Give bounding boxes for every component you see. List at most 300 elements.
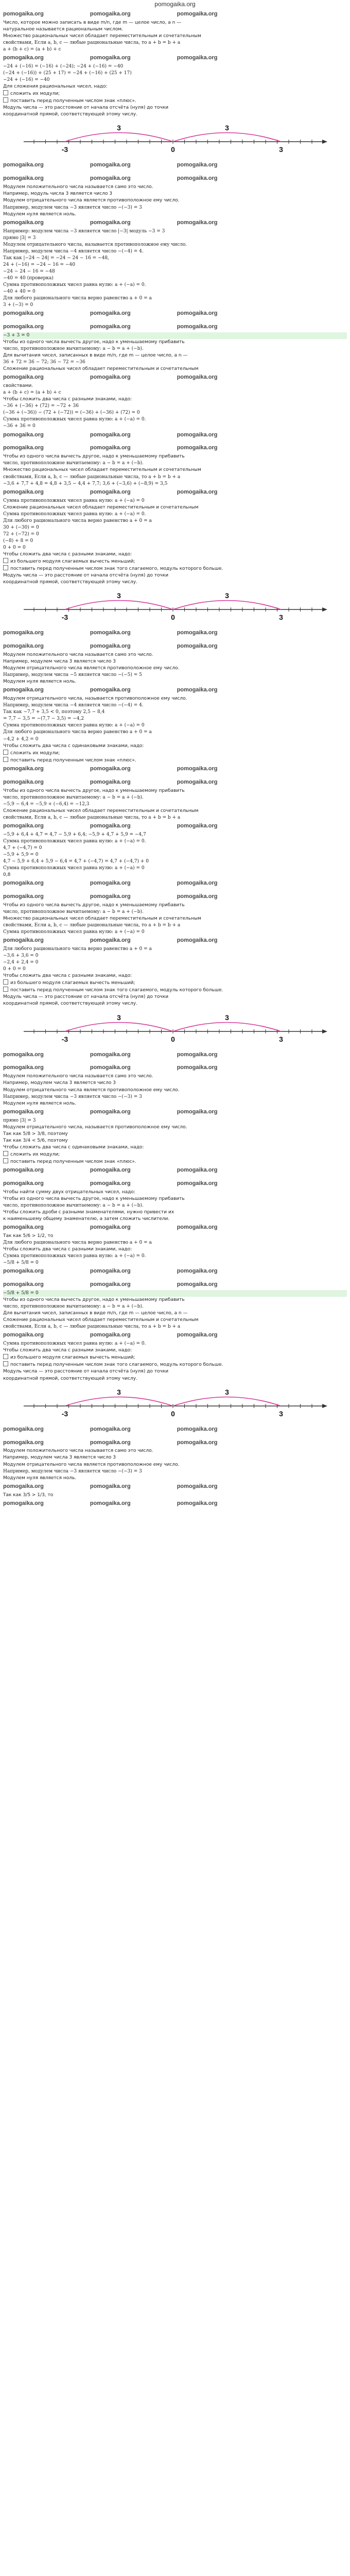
site-watermark: pomogaika.org — [177, 630, 218, 636]
text-line: (−8) + 8 = 0 — [3, 538, 33, 544]
text-line: Например, модулем числа −3 является число −(−3) = 3 — [3, 1468, 142, 1474]
text-line: a + (b + c) = (a + b) + c — [3, 47, 61, 53]
text-line: −40 + 40 = 0 — [3, 289, 36, 294]
text-line: 36 + 72 = 36 − 72; 36 − 72 = −36 — [3, 360, 85, 365]
text-line: Для любого рационального числа верно равенство a + 0 = a — [3, 946, 152, 952]
text-line: −3,6 + 3,6 = 0 — [3, 953, 39, 959]
content-section — [0, 1062, 350, 1177]
tick-label-right: 3 — [279, 1409, 283, 1418]
text-line: Так как 3/4 < 5/6, поэтому — [3, 1138, 68, 1143]
text-line: число, противоположное вычитаемому: a − b = a + (−b). — [3, 1304, 144, 1310]
text-line: 4,7 − 5,9 + 6,4 + 5,9 − 6,4 = 4,7 + (−4,7) = 4,7 + (−4,7) + 0 — [3, 858, 149, 864]
distance-arc — [65, 1397, 173, 1406]
text-line: Множество рациональных чисел обладает переместительным и сочетательным — [3, 916, 201, 922]
text-line: Модулем нуля является ноль. — [3, 679, 77, 685]
checklist-item — [3, 558, 347, 565]
text-line: a + (b + c) = (a + b) + c — [3, 390, 61, 396]
checklist-item — [3, 1158, 347, 1165]
arc-label: 3 — [225, 1013, 229, 1022]
text-line: Модулем нуля является ноль. — [3, 211, 77, 217]
text-line: свойствами. — [3, 383, 33, 389]
checklist-text: поставить перед полученным числом знак того слагаемого, модуль которого больше. — [10, 988, 223, 993]
checkbox-icon — [3, 97, 8, 103]
site-watermark: pomogaika.org — [3, 778, 44, 785]
text-line: Модулем отрицательного числа является противоположное ему число. — [3, 1462, 180, 1467]
text-line: Например, модулем числа −5 является число −(−5) = 5 — [3, 672, 142, 678]
text-line: Так как |−24 − 24| = −24 − 24 − 16 = −48, — [3, 255, 109, 261]
content-section — [0, 1279, 350, 1436]
site-watermark: pomogaika.org — [90, 1483, 131, 1489]
text-line: свойствами, Если a, b, c — любые рациональные числа, то a + b = b + a — [3, 474, 181, 480]
text-line: Число, которое можно записать в виде m/n, где m — целое число, а n — — [3, 20, 182, 25]
text-line: Модулем положительного числа называется само это число. — [3, 184, 153, 190]
tick-label-left: -3 — [61, 1409, 68, 1418]
arc-label: 3 — [117, 124, 121, 132]
site-watermark: pomogaika.org — [3, 937, 44, 944]
site-watermark: pomogaika.org — [3, 1483, 44, 1489]
text-line: Модулем нуля является ноль. — [3, 1475, 77, 1481]
site-watermark: pomogaika.org — [90, 162, 131, 168]
content-section — [0, 173, 350, 321]
text-line: Например, модулем числа −3 является число −(−3) = 3 — [3, 1094, 142, 1099]
arc-label: 3 — [117, 1387, 121, 1396]
site-watermark: pomogaika.org — [90, 1268, 131, 1275]
site-watermark: pomogaika.org — [177, 1108, 218, 1115]
text-line: Сложение рациональных чисел обладает переместительным и сочетательным — [3, 366, 199, 372]
arc-label: 3 — [117, 591, 121, 600]
content-section — [0, 776, 350, 891]
checkbox-icon — [3, 1354, 8, 1359]
watermark-row — [3, 1499, 347, 1509]
text-line: −5,9 + 5,9 = 0 — [3, 852, 39, 857]
checklist-item — [3, 1151, 347, 1158]
text-line: натуральное называется рациональным числом. — [3, 26, 123, 32]
site-watermark: pomogaika.org — [90, 822, 131, 829]
text-line: Чтобы сложить два числа с одинаковыми знаками, надо: — [3, 743, 144, 749]
watermark-row — [3, 1266, 347, 1277]
watermark-row — [3, 685, 347, 696]
site-watermark: pomogaika.org — [3, 1051, 44, 1058]
checklist-text: поставить перед полученным числом знак «плюс». — [10, 1159, 136, 1164]
site-watermark: pomogaika.org — [90, 1051, 131, 1058]
tick-label-left: -3 — [61, 613, 68, 622]
content-section — [0, 1178, 350, 1279]
text-line: число, противоположное вычитаемому: a − b = a + (−b). — [3, 794, 144, 800]
checkbox-icon — [3, 757, 8, 762]
text-line: Чтобы из одного числа вычесть другое, надо к уменьшаемому прибавить — [3, 788, 185, 793]
site-watermark: pomogaika.org — [177, 1332, 218, 1338]
site-watermark: pomogaika.org — [177, 1224, 218, 1231]
site-watermark: pomogaika.org — [90, 219, 131, 226]
watermark-row — [3, 322, 347, 332]
tick-label-right: 3 — [279, 613, 283, 622]
text-line: Для вычитания чисел, записанных в виде m/n, где m — целое число, а n — — [3, 1311, 188, 1316]
site-watermark: pomogaika.org — [90, 1332, 131, 1338]
text-line: −4,2 + 4,2 = 0 — [3, 736, 39, 742]
text-line: Сумма противоположных чисел равна нулю: a + (−a) = 0. — [3, 511, 146, 517]
text-line: Так как 5/6 > 1/2, то — [3, 1233, 54, 1239]
text-line: Чтобы сложить два числа с разными знаками, надо: — [3, 1348, 132, 1353]
watermark-row — [3, 1330, 347, 1341]
checkbox-icon — [3, 90, 8, 95]
site-watermark: pomogaika.org — [3, 765, 44, 772]
text-line: Сумма противоположных чисел равна нулю: a + (−a) = 0. — [3, 1341, 146, 1347]
tick-label-right: 3 — [279, 145, 283, 154]
text-line: (−36 + (−36)) − (72 + (−72)) = (−36) + (−36) + (72) = 0 — [3, 410, 140, 416]
site-watermark: pomogaika.org — [177, 55, 218, 61]
site-watermark: pomogaika.org — [3, 1166, 44, 1173]
site-watermark: pomogaika.org — [3, 431, 44, 438]
site-watermark: pomogaika.org — [3, 1500, 44, 1506]
text-line: Например, модулем числа −4 является число −(−4) = 4. — [3, 248, 144, 254]
text-line: −5,9 − 6,4 = −5,9 + (−6,4) = −12,3 — [3, 801, 90, 807]
content-section — [0, 640, 350, 776]
text-line: координатной прямой, соответствующей этому числу. — [3, 1376, 137, 1381]
site-watermark: pomogaika.org — [177, 374, 218, 381]
site-watermark: pomogaika.org — [90, 55, 131, 61]
site-header[interactable]: pomogaika.org — [154, 1, 196, 8]
site-watermark: pomogaika.org — [177, 431, 218, 438]
site-watermark: pomogaika.org — [3, 1108, 44, 1115]
checklist-item — [3, 90, 347, 97]
site-watermark: pomogaika.org — [177, 937, 218, 944]
text-line: Модулем положительного числа называется само это число. — [3, 1448, 153, 1454]
text-line: −2,4 + 2,4 = 0 — [3, 960, 39, 965]
watermark-row — [3, 892, 347, 902]
site-watermark: pomogaika.org — [90, 1108, 131, 1115]
site-watermark: pomogaika.org — [3, 1064, 44, 1071]
text-line: координатной прямой, соответствующей этому числу. — [3, 112, 137, 117]
checklist-text: поставить перед полученным числом знак того слагаемого, модуль которого больше. — [10, 566, 223, 572]
site-watermark: pomogaika.org — [3, 55, 44, 61]
text-line: Модулем отрицательного числа является противоположное ему число. — [3, 198, 180, 204]
site-watermark: pomogaika.org — [177, 324, 218, 330]
tick-label-right: 3 — [279, 1035, 283, 1043]
text-line: Чтобы сложить два числа с одинаковыми знаками, надо: — [3, 1144, 144, 1150]
checkbox-icon — [3, 565, 8, 570]
watermark-row — [3, 764, 347, 774]
site-watermark: pomogaika.org — [90, 880, 131, 887]
text-line: Например, модулем числа −3 является число −(−3) = 3 — [3, 205, 142, 210]
checklist-item — [3, 987, 347, 994]
text-line: Модулем отрицательного числа, называется противоположное ему число. — [3, 242, 187, 247]
watermark-row — [3, 1223, 347, 1233]
site-watermark: pomogaika.org — [177, 1439, 218, 1446]
text-line: 30 + (−30) = 0 — [3, 524, 39, 530]
site-watermark: pomogaika.org — [3, 175, 44, 182]
highlight-line: −5/8 + 5/8 = 0 — [3, 1290, 347, 1297]
distance-arc — [173, 133, 281, 142]
text-line: Для любого рационального числа верно равенство a + 0 = a — [3, 296, 152, 301]
text-line: 0 + 0 = 0 — [3, 967, 26, 972]
text-line: прямо |3| = 3 — [3, 1117, 36, 1123]
site-watermark: pomogaika.org — [177, 880, 218, 887]
checklist-text: из большего модуля слагаемых вычесть меньший; — [10, 980, 135, 986]
watermark-row — [3, 372, 347, 383]
text-line: Сумма противоположных чисел равна нулю: a + (−a) = 0 — [3, 498, 145, 503]
site-watermark: pomogaika.org — [90, 893, 131, 900]
text-line: 4,7 + (−4,7) = 0 — [3, 845, 42, 851]
site-watermark: pomogaika.org — [177, 687, 218, 693]
watermark-row — [3, 1165, 347, 1176]
text-line: Модулем отрицательного числа, называется противоположное ему число. — [3, 696, 187, 702]
watermark-row — [3, 1179, 347, 1189]
checkbox-icon — [3, 1361, 8, 1366]
text-line: Модуль числа — это расстояние от начала отсчёта (нуля) до точки — [3, 1369, 169, 1375]
checkbox-icon — [3, 987, 8, 992]
axis-arrow-icon — [322, 1404, 327, 1408]
checklist-text: сложить их модули; — [10, 91, 60, 97]
number-line — [3, 121, 343, 157]
site-watermark: pomogaika.org — [90, 1064, 131, 1071]
text-line: Чтобы из одного числа вычесть другое, надо к уменьшаемому прибавить — [3, 340, 185, 345]
text-line: Чтобы сложить два числа с разными знаками, надо: — [3, 397, 132, 402]
text-line: Модулем отрицательного числа является противоположное ему число. — [3, 1087, 180, 1093]
site-watermark: pomogaika.org — [177, 1483, 218, 1489]
site-watermark: pomogaika.org — [90, 937, 131, 944]
text-line: Например, модулем числа −4 является число −(−4) = 4. — [3, 703, 144, 708]
text-line: число, противоположное вычитаемому: a − b = a + (−b). — [3, 1202, 144, 1208]
text-line: координатной прямой, соответствующей этому числу. — [3, 1001, 137, 1007]
text-line: Для любого рационального числа верно равенство a + 0 = a — [3, 518, 152, 523]
site-watermark: pomogaika.org — [3, 1281, 44, 1288]
watermark-row — [3, 160, 347, 171]
text-line: 24 + (−16) = −24 − 16 = −40 — [3, 262, 75, 267]
watermark-row — [3, 641, 347, 652]
site-watermark: pomogaika.org — [90, 175, 131, 182]
text-line: −36 + (−36) + (72) = −72 + 36 — [3, 403, 79, 409]
watermark-row — [3, 9, 347, 20]
checklist-text: сложить их модули; — [10, 1151, 60, 1157]
checkbox-icon — [3, 750, 8, 755]
text-line: прямо |3| = 3 — [3, 235, 36, 241]
arc-label: 3 — [225, 1387, 229, 1396]
site-watermark: pomogaika.org — [90, 687, 131, 693]
text-line: Чтобы сложить дроби с разными знаменателями, нужно привести их — [3, 1209, 174, 1215]
site-watermark: pomogaika.org — [177, 1268, 218, 1275]
arc-label: 3 — [225, 124, 229, 132]
tick-label-zero: 0 — [171, 145, 175, 154]
tick-label-zero: 0 — [171, 1409, 175, 1418]
text-line: Модуль числа — это расстояние от начала отсчёта (нуля) до точки — [3, 105, 169, 111]
tick-label-zero: 0 — [171, 613, 175, 622]
checklist-item — [3, 750, 347, 757]
text-line: Множество рациональных чисел обладает переместительным и сочетательным — [3, 467, 201, 473]
arc-label: 3 — [117, 1013, 121, 1022]
site-watermark: pomogaika.org — [3, 880, 44, 887]
site-watermark: pomogaika.org — [90, 643, 131, 650]
highlight-line: −3 + 3 = 0 — [3, 332, 347, 339]
tick-label-left: -3 — [61, 145, 68, 154]
checklist-item — [3, 979, 347, 987]
text-line: −5,9 + 6,4 + 4,7 = 4,7 − 5,9 + 6,4; −5,9 + 4,7 + 5,9 = −4,7 — [3, 832, 146, 837]
tick-label-left: -3 — [61, 1035, 68, 1043]
site-watermark: pomogaika.org — [3, 488, 44, 495]
text-line: Так как 5/8 > 3/8, поэтому — [3, 1131, 68, 1137]
site-watermark: pomogaika.org — [90, 1426, 131, 1432]
text-line: Сумма противоположных чисел равна нулю: a + (−a) = 0 — [3, 929, 145, 935]
text-line: 0,8 — [3, 872, 11, 878]
watermark-row — [3, 1438, 347, 1448]
site-watermark: pomogaika.org — [3, 1268, 44, 1275]
site-watermark: pomogaika.org — [177, 1500, 218, 1506]
text-line: Сложение рациональных чисел обладает переместительным и сочетательным — [3, 808, 199, 814]
site-watermark: pomogaika.org — [177, 822, 218, 829]
watermark-row — [3, 309, 347, 319]
distance-arc — [65, 1022, 173, 1031]
site-watermark: pomogaika.org — [177, 11, 218, 17]
text-line: Например, модулем числа 3 является число 3 — [3, 1455, 116, 1461]
site-watermark: pomogaika.org — [90, 630, 131, 636]
text-line: Например, модулем числа 3 является число 3 — [3, 659, 116, 665]
distance-arc — [173, 601, 281, 610]
site-watermark: pomogaika.org — [90, 765, 131, 772]
text-line: Сумма противоположных чисел равна нулю: a + (−a) = 0. — [3, 838, 146, 844]
site-watermark: pomogaika.org — [177, 1426, 218, 1432]
checklist-item — [3, 1361, 347, 1368]
content-section — [0, 8, 350, 173]
site-watermark: pomogaika.org — [90, 1180, 131, 1187]
site-watermark: pomogaika.org — [3, 219, 44, 226]
site-watermark: pomogaika.org — [3, 1180, 44, 1187]
site-watermark: pomogaika.org — [90, 1166, 131, 1173]
site-watermark: pomogaika.org — [3, 687, 44, 693]
text-line: Чтобы из одного числа вычесть другое, надо к уменьшаемому прибавить — [3, 1196, 185, 1201]
checkbox-icon — [3, 558, 8, 563]
text-line: Модуль числа — это расстояние от начала отсчёта (нуля) до точки — [3, 573, 169, 579]
content-section — [0, 442, 350, 640]
axis-arrow-icon — [322, 607, 327, 612]
checklist-text: из большего модуля слагаемых вычесть меньший; — [10, 558, 135, 564]
site-watermark: pomogaika.org — [90, 1439, 131, 1446]
checklist-text: сложить их модули; — [10, 750, 60, 756]
number-line — [3, 589, 343, 625]
text-line: Для любого рационального числа верно равенство a + 0 = a — [3, 730, 152, 735]
checklist-text: поставить перед полученным числом знак «плюс». — [10, 98, 136, 104]
text-line: Например, модулем числа 3 является число 3 — [3, 1080, 116, 1086]
text-line: число, противоположное вычитаемому: a − b = a + (−b). — [3, 461, 144, 466]
site-watermark: pomogaika.org — [90, 1281, 131, 1288]
site-watermark: pomogaika.org — [177, 310, 218, 317]
site-watermark: pomogaika.org — [3, 1439, 44, 1446]
watermark-row — [3, 53, 347, 63]
text-line: свойствами, Если a, b, c — любые рациональные числа, то a + b = b + a — [3, 815, 181, 820]
distance-arc — [65, 133, 173, 142]
site-watermark: pomogaika.org — [3, 445, 44, 451]
text-line: −3,6 + 7,7 + 4,8 = 4,8 + 3,5 − 4,4 + 7,7; 3,6 + (−3,6) + (−8,9) = 3,5 — [3, 481, 168, 486]
text-line: −5/8 + 5/8 = 0 — [3, 1260, 39, 1266]
text-line: свойствами, Если a, b, c — любые рациональные числа, то a + b = b + a — [3, 40, 181, 46]
checkbox-icon — [3, 1158, 8, 1163]
site-watermark: pomogaika.org — [177, 1180, 218, 1187]
watermark-row — [3, 1050, 347, 1060]
site-watermark: pomogaika.org — [177, 1064, 218, 1071]
text-line: Чтобы сложить два числа с разными знаками, надо: — [3, 1247, 132, 1252]
text-line: Сумма противоположных чисел равна нулю: a + (−a) = 0. — [3, 282, 146, 287]
site-watermark: pomogaika.org — [90, 1500, 131, 1506]
text-line: Для вычитания чисел, записанных в виде m/n, где m — целое число, а n — — [3, 353, 188, 359]
text-line: Сложение рациональных чисел обладает переместительным и сочетательным — [3, 504, 199, 510]
watermark-row — [3, 487, 347, 498]
site-watermark: pomogaika.org — [3, 310, 44, 317]
site-watermark: pomogaika.org — [90, 488, 131, 495]
site-watermark: pomogaika.org — [3, 324, 44, 330]
text-line: −24 + (−16) = (−16) + (−24); −24 + (−16) = −40 — [3, 64, 124, 70]
site-watermark: pomogaika.org — [177, 778, 218, 785]
text-line: к наименьшему общему знаменателю, а затем сложить числители. — [3, 1216, 170, 1222]
text-line: Чтобы найти сумму двух отрицательных чисел, надо: — [3, 1189, 135, 1195]
text-line: −40 = 40 (проверка) — [3, 275, 54, 281]
text-line: −24 + (−16) = −40 — [3, 77, 50, 83]
text-line: Модуль числа — это расстояние от начала отсчёта (нуля) до точки — [3, 994, 169, 1000]
checkbox-icon — [3, 979, 8, 985]
text-line: 72 + (−72) = 0 — [3, 531, 39, 537]
site-watermark: pomogaika.org — [3, 822, 44, 829]
text-line: свойствами, Если a, b, c — любые рациональные числа, то a + b = b + a — [3, 923, 181, 928]
axis-arrow-icon — [322, 1029, 327, 1033]
watermark-row — [3, 1425, 347, 1435]
site-watermark: pomogaika.org — [177, 219, 218, 226]
site-watermark: pomogaika.org — [90, 778, 131, 785]
distance-arc — [65, 601, 173, 610]
text-line: Сумма противоположных чисел равна нулю: a + (−a) = 0. — [3, 1253, 146, 1259]
checklist-text: из большего модуля слагаемых вычесть меньший; — [10, 1355, 135, 1361]
site-watermark: pomogaika.org — [3, 630, 44, 636]
watermark-row — [3, 1063, 347, 1073]
text-line: число, противоположное вычитаемому: a − b = a + (−b). — [3, 909, 144, 914]
text-line: координатной прямой, соответствующей этому числу. — [3, 580, 137, 585]
watermark-row — [3, 430, 347, 440]
checklist-text: поставить перед полученным числом знак того слагаемого, модуль которого больше. — [10, 1362, 223, 1368]
text-line: Модулем положительного числа называется само это число. — [3, 1074, 153, 1079]
site-watermark: pomogaika.org — [3, 11, 44, 17]
site-watermark: pomogaika.org — [90, 310, 131, 317]
watermark-row — [3, 1107, 347, 1117]
site-watermark: pomogaika.org — [177, 162, 218, 168]
site-watermark: pomogaika.org — [3, 643, 44, 650]
text-line: Сложение рациональных чисел обладает переместительным и сочетательным — [3, 1317, 199, 1323]
site-watermark: pomogaika.org — [177, 765, 218, 772]
text-line: Чтобы из одного числа вычесть другое, надо к уменьшаемому прибавить — [3, 454, 185, 460]
site-watermark: pomogaika.org — [177, 1166, 218, 1173]
watermark-row — [3, 936, 347, 946]
text-line: = 7,7 − 3,5 = −(7,7 − 3,5) = −4,2 — [3, 716, 84, 722]
watermark-row — [3, 1280, 347, 1290]
text-line: Модулем нуля является ноль. — [3, 1100, 77, 1106]
content-section — [0, 321, 350, 442]
site-watermark: pomogaika.org — [3, 1332, 44, 1338]
arc-label: 3 — [225, 591, 229, 600]
text-line: Модулем отрицательного числа является противоположное ему число. — [3, 666, 180, 671]
text-line: Сумма противоположных чисел равна нулю: a + (−a) = 0 — [3, 723, 145, 728]
watermark-row — [3, 174, 347, 184]
site-watermark: pomogaika.org — [3, 374, 44, 381]
checklist-text: поставить перед полученным числом знак «плюс». — [10, 757, 136, 763]
distance-arc — [173, 1397, 281, 1406]
text-line: Так как −7,7 + 3,5 < 0, поэтому 2,5 − 8,4 — [3, 709, 105, 715]
axis-arrow-icon — [322, 140, 327, 144]
text-line: Модулем отрицательного числа, называется противоположное ему число. — [3, 1124, 187, 1130]
text-line: (−24 + (−16)) + (25 + 17) = −24 + (−16) + (25 + 17) — [3, 71, 132, 76]
text-line: Сумма противоположных чисел равна нулю: a + (−a) = 0 — [3, 865, 145, 871]
text-line: число, противоположное вычитаемому: a − b = a + (−b). — [3, 346, 144, 352]
site-watermark: pomogaika.org — [3, 162, 44, 168]
text-line: −24 − 24 − 16 = −48 — [3, 268, 55, 274]
text-line: Модулем положительного числа называется само это число. — [3, 652, 153, 658]
number-line — [3, 1385, 343, 1421]
site-watermark: pomogaika.org — [177, 893, 218, 900]
site-watermark: pomogaika.org — [3, 893, 44, 900]
